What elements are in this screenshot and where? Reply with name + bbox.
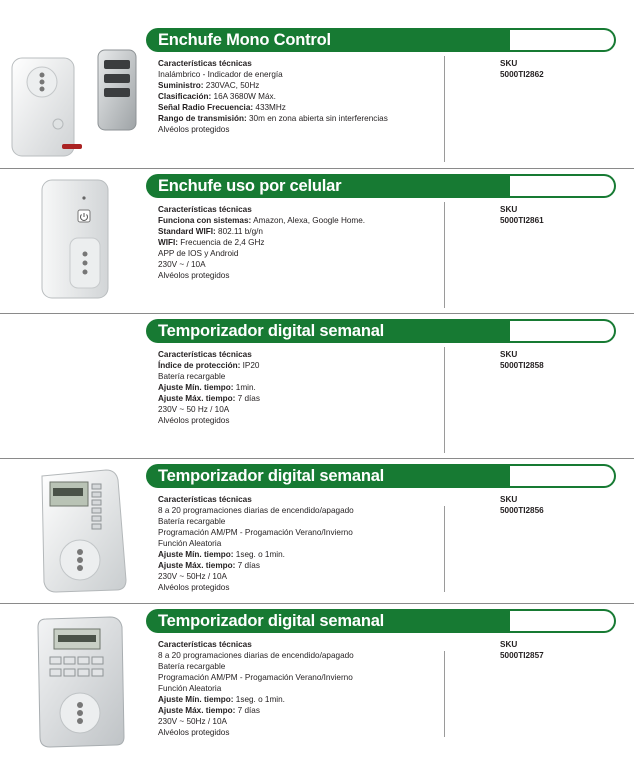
product-card — [0, 174, 634, 314]
spec-key: Rango de transmisión: — [158, 114, 247, 123]
column-divider — [444, 202, 445, 308]
spec-line — [158, 716, 458, 727]
spec-line — [158, 683, 458, 694]
product-title: Temporizador digital semanal — [158, 467, 385, 485]
spec-line — [158, 270, 458, 281]
spec-value: IP20 — [240, 361, 260, 370]
sku-label: SKU — [500, 350, 518, 359]
product-title: Temporizador digital semanal — [158, 612, 385, 630]
specs-heading: Características técnicas — [158, 640, 252, 649]
spec-value: 433MHz — [253, 103, 286, 112]
spec-value: 230VAC, 50Hz — [203, 81, 260, 90]
spec-line — [158, 215, 458, 226]
spec-key: Ajuste Mín. tiempo: — [158, 695, 234, 704]
product-card — [0, 609, 634, 759]
spec-value: 30m en zona abierta sin interferencias — [246, 114, 388, 123]
spec-value: 230V ~ 50Hz / 10A — [158, 717, 227, 726]
sku-value: 5000TI2858 — [500, 361, 544, 370]
spec-line — [158, 705, 458, 716]
spec-line — [158, 538, 458, 549]
spec-line — [158, 694, 458, 705]
column-divider — [444, 56, 445, 162]
spec-line — [158, 360, 458, 371]
spec-line — [158, 382, 458, 393]
spec-line — [158, 415, 458, 426]
spec-value: Alvéolos protegidos — [158, 583, 230, 592]
specs-heading: Características técnicas — [158, 205, 252, 214]
spec-value: 230V ~ / 10A — [158, 260, 206, 269]
product-card — [0, 464, 634, 604]
sku-label: SKU — [500, 205, 518, 214]
spec-line — [158, 582, 458, 593]
spec-line — [158, 661, 458, 672]
sku-value: 5000TI2856 — [500, 506, 544, 515]
spec-list — [158, 69, 458, 135]
product-specs — [158, 58, 458, 135]
spec-line — [158, 527, 458, 538]
sku-label: SKU — [500, 495, 518, 504]
spec-value: Batería recargable — [158, 517, 226, 526]
wifi-smart-plug-image — [40, 176, 120, 307]
spec-line — [158, 237, 458, 248]
spec-value: 8 a 20 programaciones diarias de encendido/apagado — [158, 651, 354, 660]
spec-key: Standard WIFI: — [158, 227, 216, 236]
spec-key: Clasificación: — [158, 92, 212, 101]
sku-label: SKU — [500, 59, 518, 68]
spec-value: 16A 3680W Máx. — [211, 92, 276, 101]
spec-value: Batería recargable — [158, 662, 226, 671]
spec-value: Programación AM/PM - Progamación Verano/Invierno — [158, 528, 353, 537]
column-divider — [444, 506, 445, 592]
spec-value: Alvéolos protegidos — [158, 271, 230, 280]
sku-block — [500, 494, 544, 516]
spec-key: Ajuste Mín. tiempo: — [158, 550, 234, 559]
spec-value: Frecuencia de 2,4 GHz — [178, 238, 265, 247]
spec-list — [158, 360, 458, 426]
spec-value: 7 días — [235, 706, 260, 715]
spec-line — [158, 259, 458, 270]
spec-value: 1seg. o 1min. — [233, 695, 285, 704]
spec-value: Alvéolos protegidos — [158, 416, 230, 425]
spec-value: Batería recargable — [158, 372, 226, 381]
spec-key: Ajuste Máx. tiempo: — [158, 561, 236, 570]
spec-value: Alvéolos protegidos — [158, 125, 230, 134]
spec-value: 7 días — [235, 561, 260, 570]
spec-value: 802.11 b/g/n — [215, 227, 263, 236]
spec-key: Ajuste Máx. tiempo: — [158, 706, 236, 715]
digital-timer-image — [36, 468, 132, 601]
spec-key: WIFI: — [158, 238, 179, 247]
spec-value: Función Aleatoria — [158, 539, 222, 548]
spec-value: 7 días — [235, 394, 260, 403]
spec-value: 230V ~ 50Hz / 10A — [158, 572, 227, 581]
product-title-banner — [146, 28, 618, 52]
specs-heading: Características técnicas — [158, 495, 252, 504]
spec-line — [158, 91, 458, 102]
product-specs — [158, 204, 458, 281]
product-title: Temporizador digital semanal — [158, 322, 385, 340]
spec-value: APP de IOS y Android — [158, 249, 239, 258]
spec-value: Función Aleatoria — [158, 684, 222, 693]
spec-key: Suministro: — [158, 81, 204, 90]
spec-list — [158, 215, 458, 281]
smart-plug-with-remote-image — [8, 44, 148, 167]
sku-block — [500, 204, 544, 226]
spec-key: Señal Radio Frecuencia: — [158, 103, 254, 112]
spec-line — [158, 80, 458, 91]
spec-line — [158, 571, 458, 582]
product-specs — [158, 349, 458, 426]
column-divider — [444, 651, 445, 737]
spec-line — [158, 505, 458, 516]
sku-value: 5000TI2861 — [500, 216, 544, 225]
product-card — [0, 28, 634, 168]
spec-value: 8 a 20 programaciones diarias de encendido/apagado — [158, 506, 354, 515]
spec-line — [158, 549, 458, 560]
section-divider — [0, 168, 634, 169]
product-title-banner — [146, 319, 618, 343]
specs-heading: Características técnicas — [158, 350, 252, 359]
spec-key: Ajuste Máx. tiempo: — [158, 394, 236, 403]
product-title: Enchufe Mono Control — [158, 31, 331, 49]
spec-line — [158, 672, 458, 683]
product-title-banner — [146, 609, 618, 633]
spec-line — [158, 124, 458, 135]
spec-line — [158, 102, 458, 113]
spec-value: 1seg. o 1min. — [233, 550, 285, 559]
column-divider — [444, 347, 445, 453]
spec-list — [158, 650, 458, 738]
product-title-banner — [146, 174, 618, 198]
product-title-banner — [146, 464, 618, 488]
product-title: Enchufe uso por celular — [158, 177, 342, 195]
spec-value: 1min. — [233, 383, 256, 392]
spec-value: Inalámbrico - Indicador de energía — [158, 70, 283, 79]
spec-line — [158, 560, 458, 571]
spec-line — [158, 727, 458, 738]
spec-line — [158, 248, 458, 259]
spec-line — [158, 516, 458, 527]
spec-line — [158, 69, 458, 80]
spec-line — [158, 371, 458, 382]
spec-value: Alvéolos protegidos — [158, 728, 230, 737]
sku-value: 5000TI2857 — [500, 651, 544, 660]
spec-line — [158, 226, 458, 237]
spec-key: Ajuste Mín. tiempo: — [158, 383, 234, 392]
spec-line — [158, 393, 458, 404]
spec-value: 230V ~ 50 Hz / 10A — [158, 405, 230, 414]
spec-key: Funciona con sistemas: — [158, 216, 252, 225]
sku-value: 5000TI2862 — [500, 70, 544, 79]
spec-line — [158, 113, 458, 124]
spec-line — [158, 650, 458, 661]
sku-label: SKU — [500, 640, 518, 649]
spec-value: Amazon, Alexa, Google Home. — [251, 216, 366, 225]
product-specs — [158, 494, 458, 593]
specs-heading: Características técnicas — [158, 59, 252, 68]
spec-value: Programación AM/PM - Progamación Verano/Invierno — [158, 673, 353, 682]
sku-block — [500, 639, 544, 661]
spec-list — [158, 505, 458, 593]
sku-block — [500, 349, 544, 371]
spec-line — [158, 404, 458, 415]
digital-timer-image — [32, 613, 132, 754]
product-card — [0, 319, 634, 459]
sku-block — [500, 58, 544, 80]
product-specs — [158, 639, 458, 738]
spec-key: Índice de protección: — [158, 361, 241, 370]
